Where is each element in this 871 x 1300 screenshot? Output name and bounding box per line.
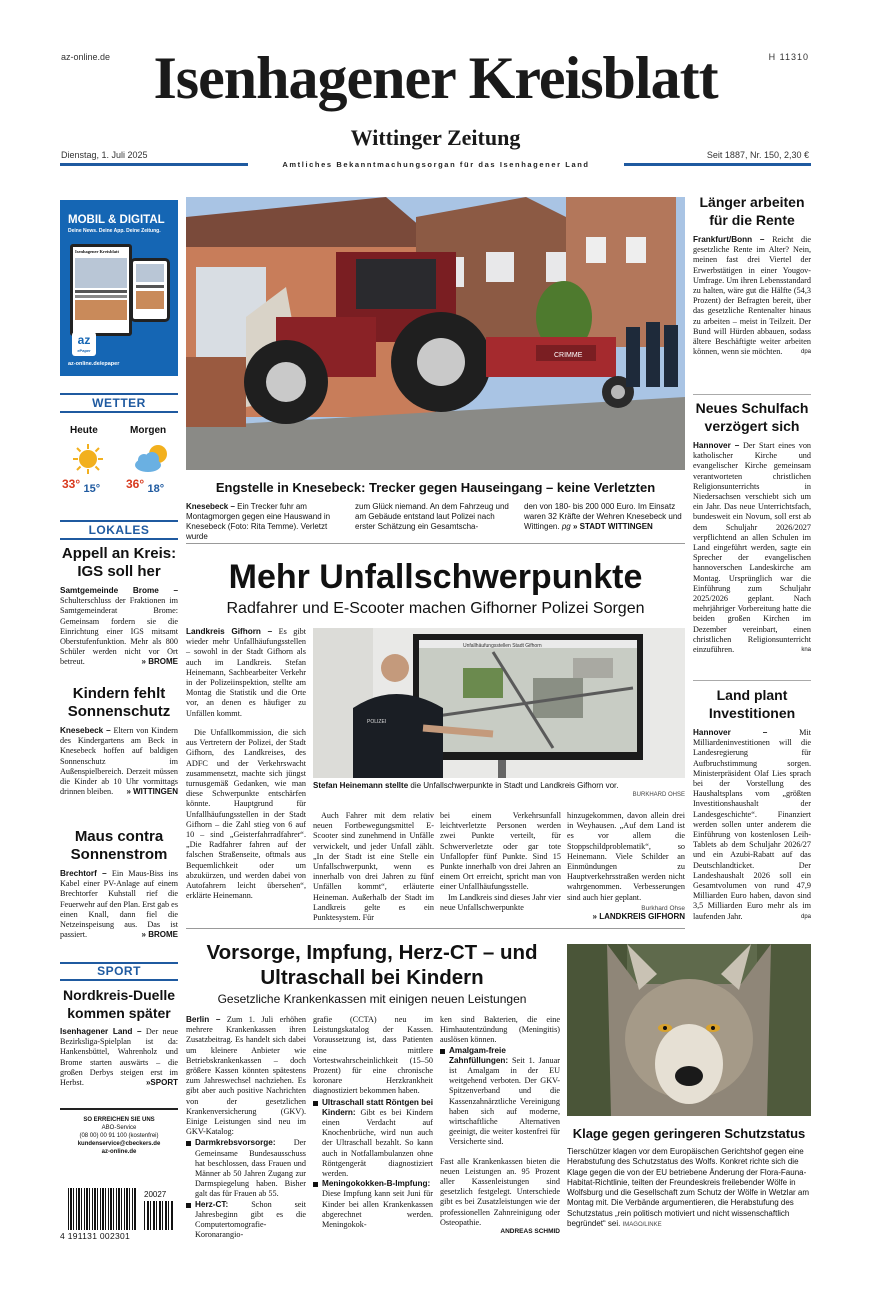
tagline: Amtliches Bekanntmachungsorgan für das Isenhagener Land bbox=[282, 160, 590, 169]
barcode: 20027 4 191131 002301 bbox=[60, 1188, 178, 1240]
phone-graphic bbox=[130, 258, 170, 322]
police-photo bbox=[313, 628, 685, 778]
health-subheadline: Gesetzliche Krankenkassen mit einigen neuen Leistungen bbox=[217, 992, 527, 1006]
sport-label: SPORT bbox=[97, 964, 141, 978]
promo-title: MOBIL & DIGITAL bbox=[68, 214, 165, 226]
main-photo-caption: Stefan Heinemann stellte die Unfallschwerpunkte in Stadt und Landkreis Gifhorn vor. bbox=[313, 781, 619, 790]
weather-label: WETTER bbox=[92, 396, 146, 410]
health-col1: Berlin – Zum 1. Juli erhöhen mehrere Krankenkassen ihren Zusatzbeitrag. Es handelt sich dabei um kleinere Anbieter wie Betriebskrankenkassen – doch größere Kassen könnten spätestens zum Jahreswechsel nachziehen. Es gibt aber auch positive Nachrichten von der gesetzlichen Krankenversicherung (GKV). Einige Leistungen sind neu im GKV-Katalog: Darmkrebsvorsorge: Der Gemeinsame Bundesausschuss hat beschlossen, dass Frauen und Männer ab 50 Jahren Zugang zur Darmspiegelung haben. Bisher galt das für Frauen ab 55. Herz-CT: Schon seit Jahresbeginn gibt es die Computertomografie-Koronarangio- bbox=[186, 1015, 306, 1240]
svg-text:Unfallhäufungsstellen Stadt Gi: Unfallhäufungsstellen Stadt Gifhorn bbox=[463, 643, 542, 649]
weather-tomorrow-label: Morgen bbox=[130, 425, 167, 436]
promo-url: az-online.de/epaper bbox=[68, 361, 120, 367]
weather-today-temps: 33° 15° bbox=[62, 477, 101, 495]
wolf-headline[interactable]: Klage gegen geringeren Schutzstatus bbox=[572, 1126, 806, 1141]
main-subheadline: Radfahrer und E-Scooter machen Gifhorner Polizei Sorgen bbox=[226, 600, 645, 617]
health-headline[interactable]: Vorsorge, Impfung, Herz-CT – und Ultraschall bei Kindern bbox=[206, 941, 538, 989]
article-igs[interactable]: Appell an Kreis: IGS soll her Samtgemeinde Brome – Schulterschluss der Fraktionen im Samtgemeinderat Brome: Gemeinsam fordern sie die Einrichtung einer IGS mitsamt Oberstufenfunktion. Mehr als 800 Schüler werden nicht vor Ort betreut. » BROME bbox=[60, 545, 178, 667]
main-col4: hinzugekommen, davon allein drei in Weyhausen. „Auf dem Land ist es vor allem die Stoppschildproblematik“, so Heinemann. Viele Schilder an Einmündungen zu Hauptverkehrsstraßen werden nicht wahrgenommen. Verbesserungen sind auch hier geplant. Burkhard Ohse » LANDKREIS GIFHORN bbox=[567, 811, 685, 921]
sun-icon bbox=[72, 443, 104, 475]
contact-box: SO ERREICHEN SIE UNS ABO-Service (08 00) 00 91 100 (kostenfrei) kundenservice@cbeckers.de az-online.de bbox=[60, 1108, 178, 1156]
wolf-text: Tierschützer klagen vor dem Europäischen Gerichtshof gegen eine Herabstufung des Schutzstatus des Wolfs. Konkret richte sich die Klage gegen die von der EU betriebene Änderung der Flora-Fauna-Habitat-Richtlinie, teilten der Freundeskreis freilebender Wölfe in Wolfsburg und die Gesellschaft zum Schutz der Wölfe in Wetzlar am Montag mit. Die Verbände argumentieren, die Herabstufung des Schutzstatus „rein politisch motiviert und nicht wissenschaftlich begründet“ sei. IMAGO/LINKE bbox=[567, 1147, 810, 1229]
weather-widget bbox=[60, 425, 178, 505]
epaper-badge: az ePaper bbox=[72, 332, 96, 356]
main-col3: bei einem Verkehrsunfall leichtverletzte Personen werden zwei Punkte verteilt, für Schwerverletzte oder gar tote Unfallopfer fünf Punkte. Sind 15 Punkte innerhalb von drei Jahren an einem Ort erreicht, spricht man von einer Unfallhäufungsstelle. Im Landkreis sind dieses Jahr vier neue Unfallschwerpunkte bbox=[440, 811, 561, 912]
wolf-photo bbox=[567, 944, 811, 1116]
article-investitionen[interactable]: Land plant Investitionen Hannover – Mit Milliardeninvestitionen will die Landesregierung für Aufbruchstimmung sorgen. Ministerpräsident Olaf Lies sprach bei der Vorstellung des Haushaltsplans vom „größten Investitionshaushalt der Landesgeschichte“. Finanziert werden sollen unter anderem die Einführung von kostenlosen Leih-Tablets ab dem Schuljahr 2026/27 und ein Azubi-Rabatt auf das Deutschlandticket. Der Landeshaushalt 2026 soll ein Gesamtvolumen von rund 47,9 Milliarden Euro haben, davon sind 3,5 Milliarden Euro mehr als im laufenden Jahr. dpa bbox=[693, 687, 812, 921]
main-col1b: Die Unfallkommission, die sich aus Vertretern der Polizei, der Stadt Gifhorn, des Landkreises, des ADFC und der Verkehrswacht zusammensetzt, machte sich jüngst turnusgemäß Gedanken, wie man diese Schwerpunkte entschärfen könnte. Hauptgrund für Unfallhäufungsstellen in der Stadt Gifhorn – die Zahl stieg von 6 auf 10 – sind „Geisterfahrradfahrer“. „Die Radfahrer fahren auf der falschen Straßenseite, oftmals aus Bequemlichkeit oder um abzukürzen, und werden dabei von Autofahrern leicht übersehen“, erklärte Heinemann. bbox=[186, 728, 306, 901]
health-col3: ken sind Bakterien, die eine Hirnhautentzündung (Meningitis) auslösen können. Amalgam-freie Zahnfüllungen: Seit 1. Januar ist Amalgam in der EU weitgehend verboten. Der GKV-Spitzenverband und die Kassenzahnärztliche Vereinigung haben sich auf moderne, wirtschaftliche Alternativen geeinigt, die weiter kostenfrei für Versicherte sind. Fast alle Krankenkassen bieten die neuen Leistungen an. 95 Prozent aller Kassenleistungen sind gesetzlich festgelegt. Unterschiede gibt es bei Zusatzleistungen wie der professionellen Zahnreinigung oder Osteopathie. ANDREAS SCHMID bbox=[440, 1015, 560, 1236]
health-author: ANDREAS SCHMID bbox=[500, 1228, 560, 1236]
tractor-text-col3: den von 180- bis 200 000 Euro. Im Einsatz waren 32 Kräfte der Wehren Knesebeck und Wittingen. pg » STADT WITTINGEN bbox=[524, 502, 682, 531]
article-maus[interactable]: Maus contra Sonnenstrom Brechtorf – Ein Maus-Biss ins Kabel einer PV-Anlage auf einem Brechtorfer Kuhstall rief die Feuerwehr auf den Plan. Erst gab es einen Knall, dann fiel die Netzeinspeisung aus. Das ist passiert. » BROME bbox=[60, 828, 178, 940]
weather-tomorrow-temps: 36° 18° bbox=[126, 477, 165, 495]
site-url[interactable]: az-online.de bbox=[61, 52, 111, 62]
tablet-mini-title: Isenhagener Kreisblatt bbox=[75, 249, 119, 254]
main-col2: Auch Fahrer mit dem relativ neuen Fortbewegungsmittel E-Scooter sind zunehmend in Unfälle verwickelt, und jeder Unfall zählt. „In der Stadt ist eine Stelle ein Unfallschwerpunkt, wenn es innerhalb von drei Jahren zu fünf Unfällen kommt“, erläuterte Heineman. Außerhalb der Stadt im Landkreis gelte es ein Punktesystem. Für bbox=[313, 811, 434, 923]
article-rente[interactable]: Länger arbeiten für die Rente Frankfurt/Bonn – Reicht die gesetzliche Rente im Alter? Nein, meinen fast drei Viertel der Erwerbstätigen in einer Yougov-Umfrage. Um ihren Lebensstandard zu halten, wäre gut die Hälfte (54,3 Prozent) der Befragten bereit, über das gesetzliche Rentenalter hinaus zu arbeiten – meist in Teilzeit. Der Bund will Hürden abbauen, sodass ältere Beschäftigte weiter arbeiten können, wenn sie möchten. dpa bbox=[693, 194, 812, 357]
article-title: Maus contra Sonnenstrom bbox=[70, 828, 168, 863]
issue-info: Seit 1887, Nr. 150, 2,30 € bbox=[706, 150, 809, 160]
tractor-text-col1: Knesebeck – Ein Trecker fuhr am Montagmorgen gegen eine Hauswand in Knesebeck (Foto: Rita Temme). Verletzt wurde bbox=[186, 502, 331, 541]
weather-today-label: Heute bbox=[70, 425, 98, 436]
header-rule-right bbox=[624, 163, 811, 166]
sun-cloud-icon bbox=[132, 443, 172, 475]
edition-code: H 11310 bbox=[768, 52, 809, 62]
svg-text:POLIZEI: POLIZEI bbox=[367, 719, 387, 725]
article-sport[interactable]: Nordkreis-Duelle kommen später Isenhagener Land – Der neue Bezirksliga-Spielplan ist da: Hankensbüttel, Wahrenholz und Brome starten auswärts – die großen Derbys steigen erst im Herbst. »SPORT bbox=[60, 987, 178, 1088]
article-title: Nordkreis-Duelle kommen später bbox=[62, 987, 176, 1021]
tractor-text-col2: zum Glück niemand. An dem Fahrzeug und am Gebäude entstand laut Polizei nach erster Schätzung ein Gesamtscha- bbox=[355, 502, 509, 531]
article-schulfach[interactable]: Neues Schulfach verzögert sich Hannover – Der Start eines von katholischer Kirche und evangelischer Kirche gemeinsam verantworteten christlichen Religionsunterrichts in Niedersachsen verschiebt sich um ein Jahr. Das neue Unterrichtsfach, bundesweit ein Novum, soll erst ab dem Schuljahr 2026/2027 verpflichtend an allen Schulen im Land eingeführt werden, sagte ein Sprecher der evangelischen hannoverschen Landeskirche am Montag. Ursprünglich war die Einführung zum Schuljahr 2025/2026 geplant. Nach mehrjähriger Vorbereitung hatte die beiden großen Kirchen im Dezember vereinbart, einen christlichen Religionsunterricht einzuführen. kna bbox=[693, 400, 812, 655]
issue-date: Dienstag, 1. Juli 2025 bbox=[61, 150, 148, 160]
article-title: Länger arbeiten für die Rente bbox=[699, 194, 805, 228]
svg-text:CRIMME: CRIMME bbox=[554, 352, 583, 359]
tablet-graphic bbox=[70, 244, 132, 336]
masthead-title: Isenhagener Kreisblatt bbox=[153, 45, 718, 111]
epaper-promo[interactable] bbox=[60, 200, 178, 376]
masthead-subtitle: Wittinger Zeitung bbox=[350, 125, 521, 150]
article-title: Neues Schulfach verzögert sich bbox=[695, 400, 809, 434]
main-col1: Landkreis Gifhorn – Es gibt wieder mehr Unfallhäufungsstellen – sowohl in der Stadt Gifhorn als auch im Landkreis. Stefan Heinemann, Sachbearbeiter Verkehr in der Polizeiinspektion, stellte am Montag die Statistik und die Orte vor, an denen es häufiger zu Unfällen kommt. bbox=[186, 627, 306, 718]
promo-sub: Deine News. Deine App. Deine Zeitung. bbox=[68, 228, 161, 234]
article-title: Land plant Investitionen bbox=[708, 687, 796, 721]
article-sonnenschutz[interactable]: Kindern fehlt Sonnenschutz Knesebeck – Eltern von Kindern des Kindergartens am Beck in Knesebeck hoffen auf baldigen Sonnenschutz im Außenspielbereich. Derzeit müssen die Kinder ab 10 Uhr vormittags drinnen bleiben. » WITTINGEN bbox=[60, 685, 178, 797]
main-photo-credit: BURKHARD OHSE bbox=[632, 792, 685, 798]
main-ref-link[interactable]: » LANDKREIS GIFHORN bbox=[592, 911, 685, 921]
article-title: Kindern fehlt Sonnenschutz bbox=[67, 685, 171, 720]
main-headline[interactable]: Mehr Unfallschwerpunkte bbox=[228, 558, 643, 596]
tractor-headline[interactable]: Engstelle in Knesebeck: Trecker gegen Hauseingang – keine Verletzten bbox=[215, 480, 656, 495]
header-rule-left bbox=[60, 163, 248, 166]
tractor-photo bbox=[186, 197, 685, 470]
health-col2: grafie (CCTA) neu im Leistungskatalog der Kassen. Voraussetzung ist, dass Patienten eine mittlere Vortestwahrscheinlichkeit (15–50 Prozent) für eine chronische koronare Herzkrankheit diagnostiziert bekommen haben. Ultraschall statt Röntgen bei Kindern: Gibt es bei Kindern einen Verdacht auf Knochenbrüche, wird nun auch der Ultraschall bezahlt. So kann auch in Notfallambulanzen ohne Röntgengerät diagnostiziert werden. Meningokokken-B-Impfung: Diese Impfung kann seit Juni für Kinder bei allen Krankenkassen abgerechnet werden. Meningokok- bbox=[313, 1015, 434, 1230]
lokales-label: LOKALES bbox=[88, 523, 150, 537]
article-title: Appell an Kreis: IGS soll her bbox=[61, 545, 177, 580]
